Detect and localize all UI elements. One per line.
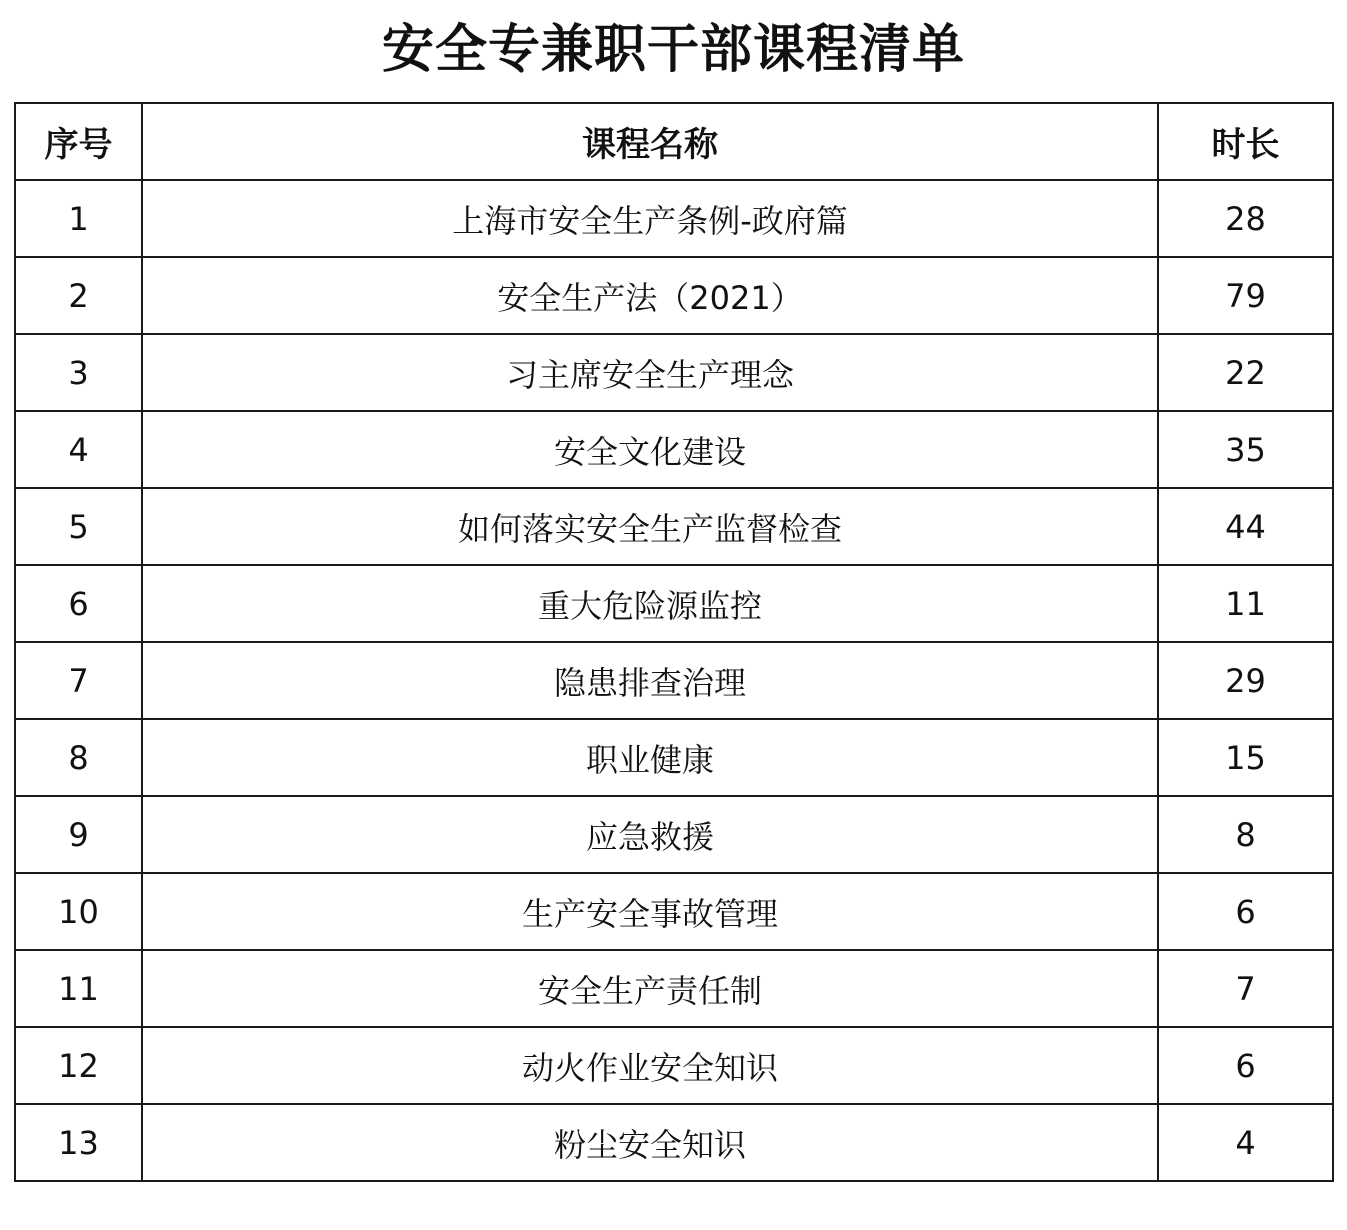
table-row	[15, 642, 1333, 719]
course-table	[14, 102, 1334, 1182]
cell-index: 11	[15, 950, 142, 1027]
cell-duration: 8	[1158, 796, 1333, 873]
cell-index: 6	[15, 565, 142, 642]
table-row	[15, 334, 1333, 411]
cell-index: 9	[15, 796, 142, 873]
cell-course-name: 生产安全事故管理	[142, 873, 1158, 950]
cell-index: 13	[15, 1104, 142, 1181]
table-row	[15, 796, 1333, 873]
cell-course-name: 安全生产法（2021）	[142, 257, 1158, 334]
cell-index: 3	[15, 334, 142, 411]
cell-index: 10	[15, 873, 142, 950]
cell-course-name: 重大危险源监控	[142, 565, 1158, 642]
cell-duration: 22	[1158, 334, 1333, 411]
cell-course-name: 动火作业安全知识	[142, 1027, 1158, 1104]
table-row	[15, 488, 1333, 565]
table-row	[15, 411, 1333, 488]
table-row	[15, 565, 1333, 642]
cell-index: 2	[15, 257, 142, 334]
cell-index: 7	[15, 642, 142, 719]
cell-course-name: 职业健康	[142, 719, 1158, 796]
cell-course-name: 如何落实安全生产监督检查	[142, 488, 1158, 565]
cell-duration: 4	[1158, 1104, 1333, 1181]
cell-duration: 6	[1158, 1027, 1333, 1104]
cell-duration: 79	[1158, 257, 1333, 334]
header-index: 序号	[15, 103, 142, 180]
table-row	[15, 257, 1333, 334]
header-duration: 时长	[1158, 103, 1333, 180]
cell-course-name: 粉尘安全知识	[142, 1104, 1158, 1181]
table-header-row	[15, 103, 1333, 180]
cell-duration: 28	[1158, 180, 1333, 257]
cell-duration: 7	[1158, 950, 1333, 1027]
table-row	[15, 1104, 1333, 1181]
cell-index: 4	[15, 411, 142, 488]
cell-index: 8	[15, 719, 142, 796]
cell-duration: 29	[1158, 642, 1333, 719]
table-row	[15, 180, 1333, 257]
table-row	[15, 1027, 1333, 1104]
cell-course-name: 安全生产责任制	[142, 950, 1158, 1027]
cell-course-name: 上海市安全生产条例-政府篇	[142, 180, 1158, 257]
table-row	[15, 873, 1333, 950]
cell-course-name: 应急救援	[142, 796, 1158, 873]
cell-duration: 44	[1158, 488, 1333, 565]
header-course-name: 课程名称	[142, 103, 1158, 180]
cell-duration: 35	[1158, 411, 1333, 488]
table-row	[15, 719, 1333, 796]
cell-index: 5	[15, 488, 142, 565]
cell-duration: 6	[1158, 873, 1333, 950]
cell-course-name: 隐患排查治理	[142, 642, 1158, 719]
table-row	[15, 950, 1333, 1027]
cell-index: 1	[15, 180, 142, 257]
cell-duration: 15	[1158, 719, 1333, 796]
page-title: 安全专兼职干部课程清单	[381, 20, 965, 80]
cell-index: 12	[15, 1027, 142, 1104]
cell-course-name: 习主席安全生产理念	[142, 334, 1158, 411]
cell-duration: 11	[1158, 565, 1333, 642]
cell-course-name: 安全文化建设	[142, 411, 1158, 488]
